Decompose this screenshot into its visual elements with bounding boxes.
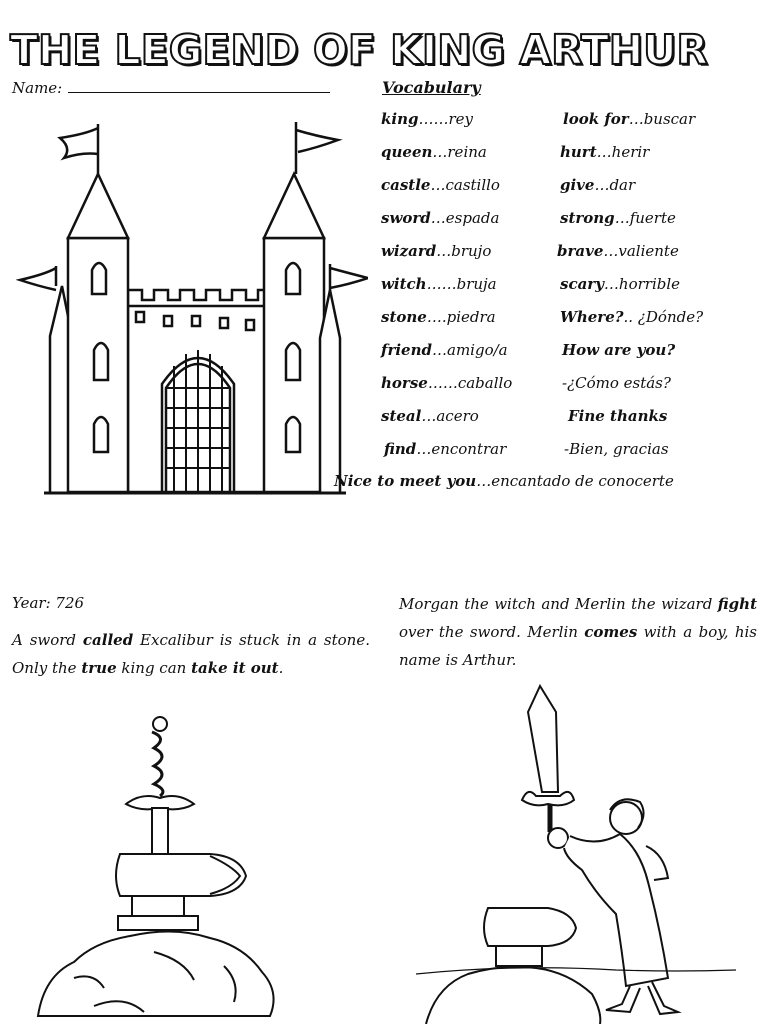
vocab-item: witch……bruja [381,275,497,293]
vocab-item: king……rey [381,110,474,128]
vocabulary-heading: Vocabulary [382,78,481,97]
name-field[interactable] [68,78,330,93]
vocab-item: sword…espada [381,209,500,227]
name-row [12,78,330,97]
vocab-item: -Bien, gracias [564,440,669,458]
vocab-item: wizard…brujo [381,242,492,260]
vocab-item-nice-to-meet-you: Nice to meet you…encantado de conocerte [334,472,674,490]
vocab-item: -¿Cómo estás? [562,374,671,392]
vocab-item: look for…buscar [563,110,696,128]
vocab-item: horse……caballo [381,374,513,392]
vocab-item: scary…horrible [560,275,681,293]
vocab-item: give…dar [560,176,636,194]
vocab-item: friend…amigo/a [381,341,508,359]
vocab-item: Fine thanks [568,407,668,425]
page-title: THE LEGEND OF KING ARTHUR [10,26,708,74]
vocab-item: hurt…herir [560,143,650,161]
arthur-pulling-sword-illustration [416,682,736,1024]
vocab-item: Where?.. ¿Dónde? [560,308,704,326]
year-label: Year: 726 [12,594,85,612]
vocab-item: strong…fuerte [560,209,676,227]
vocab-item: brave…valiente [557,242,679,260]
castle-illustration [16,118,368,498]
vocab-item: queen…reina [381,143,487,161]
vocab-item: steal…acero [381,407,479,425]
vocab-item: How are you? [562,341,676,359]
vocab-item: castle…castillo [381,176,500,194]
story-paragraph-left: A sword called Excalibur is stuck in a stone. Only the true king can take it out. [12,631,370,677]
sword-in-stone-illustration [34,716,286,1024]
name-label: Name: [12,79,63,97]
vocab-item: stone….piedra [381,308,496,326]
story-paragraph-right: Morgan the witch and Merlin the wizard fight over the sword. Merlin comes with a boy, his name is Arthur. [399,595,757,669]
vocab-item: find…encontrar [384,440,507,458]
